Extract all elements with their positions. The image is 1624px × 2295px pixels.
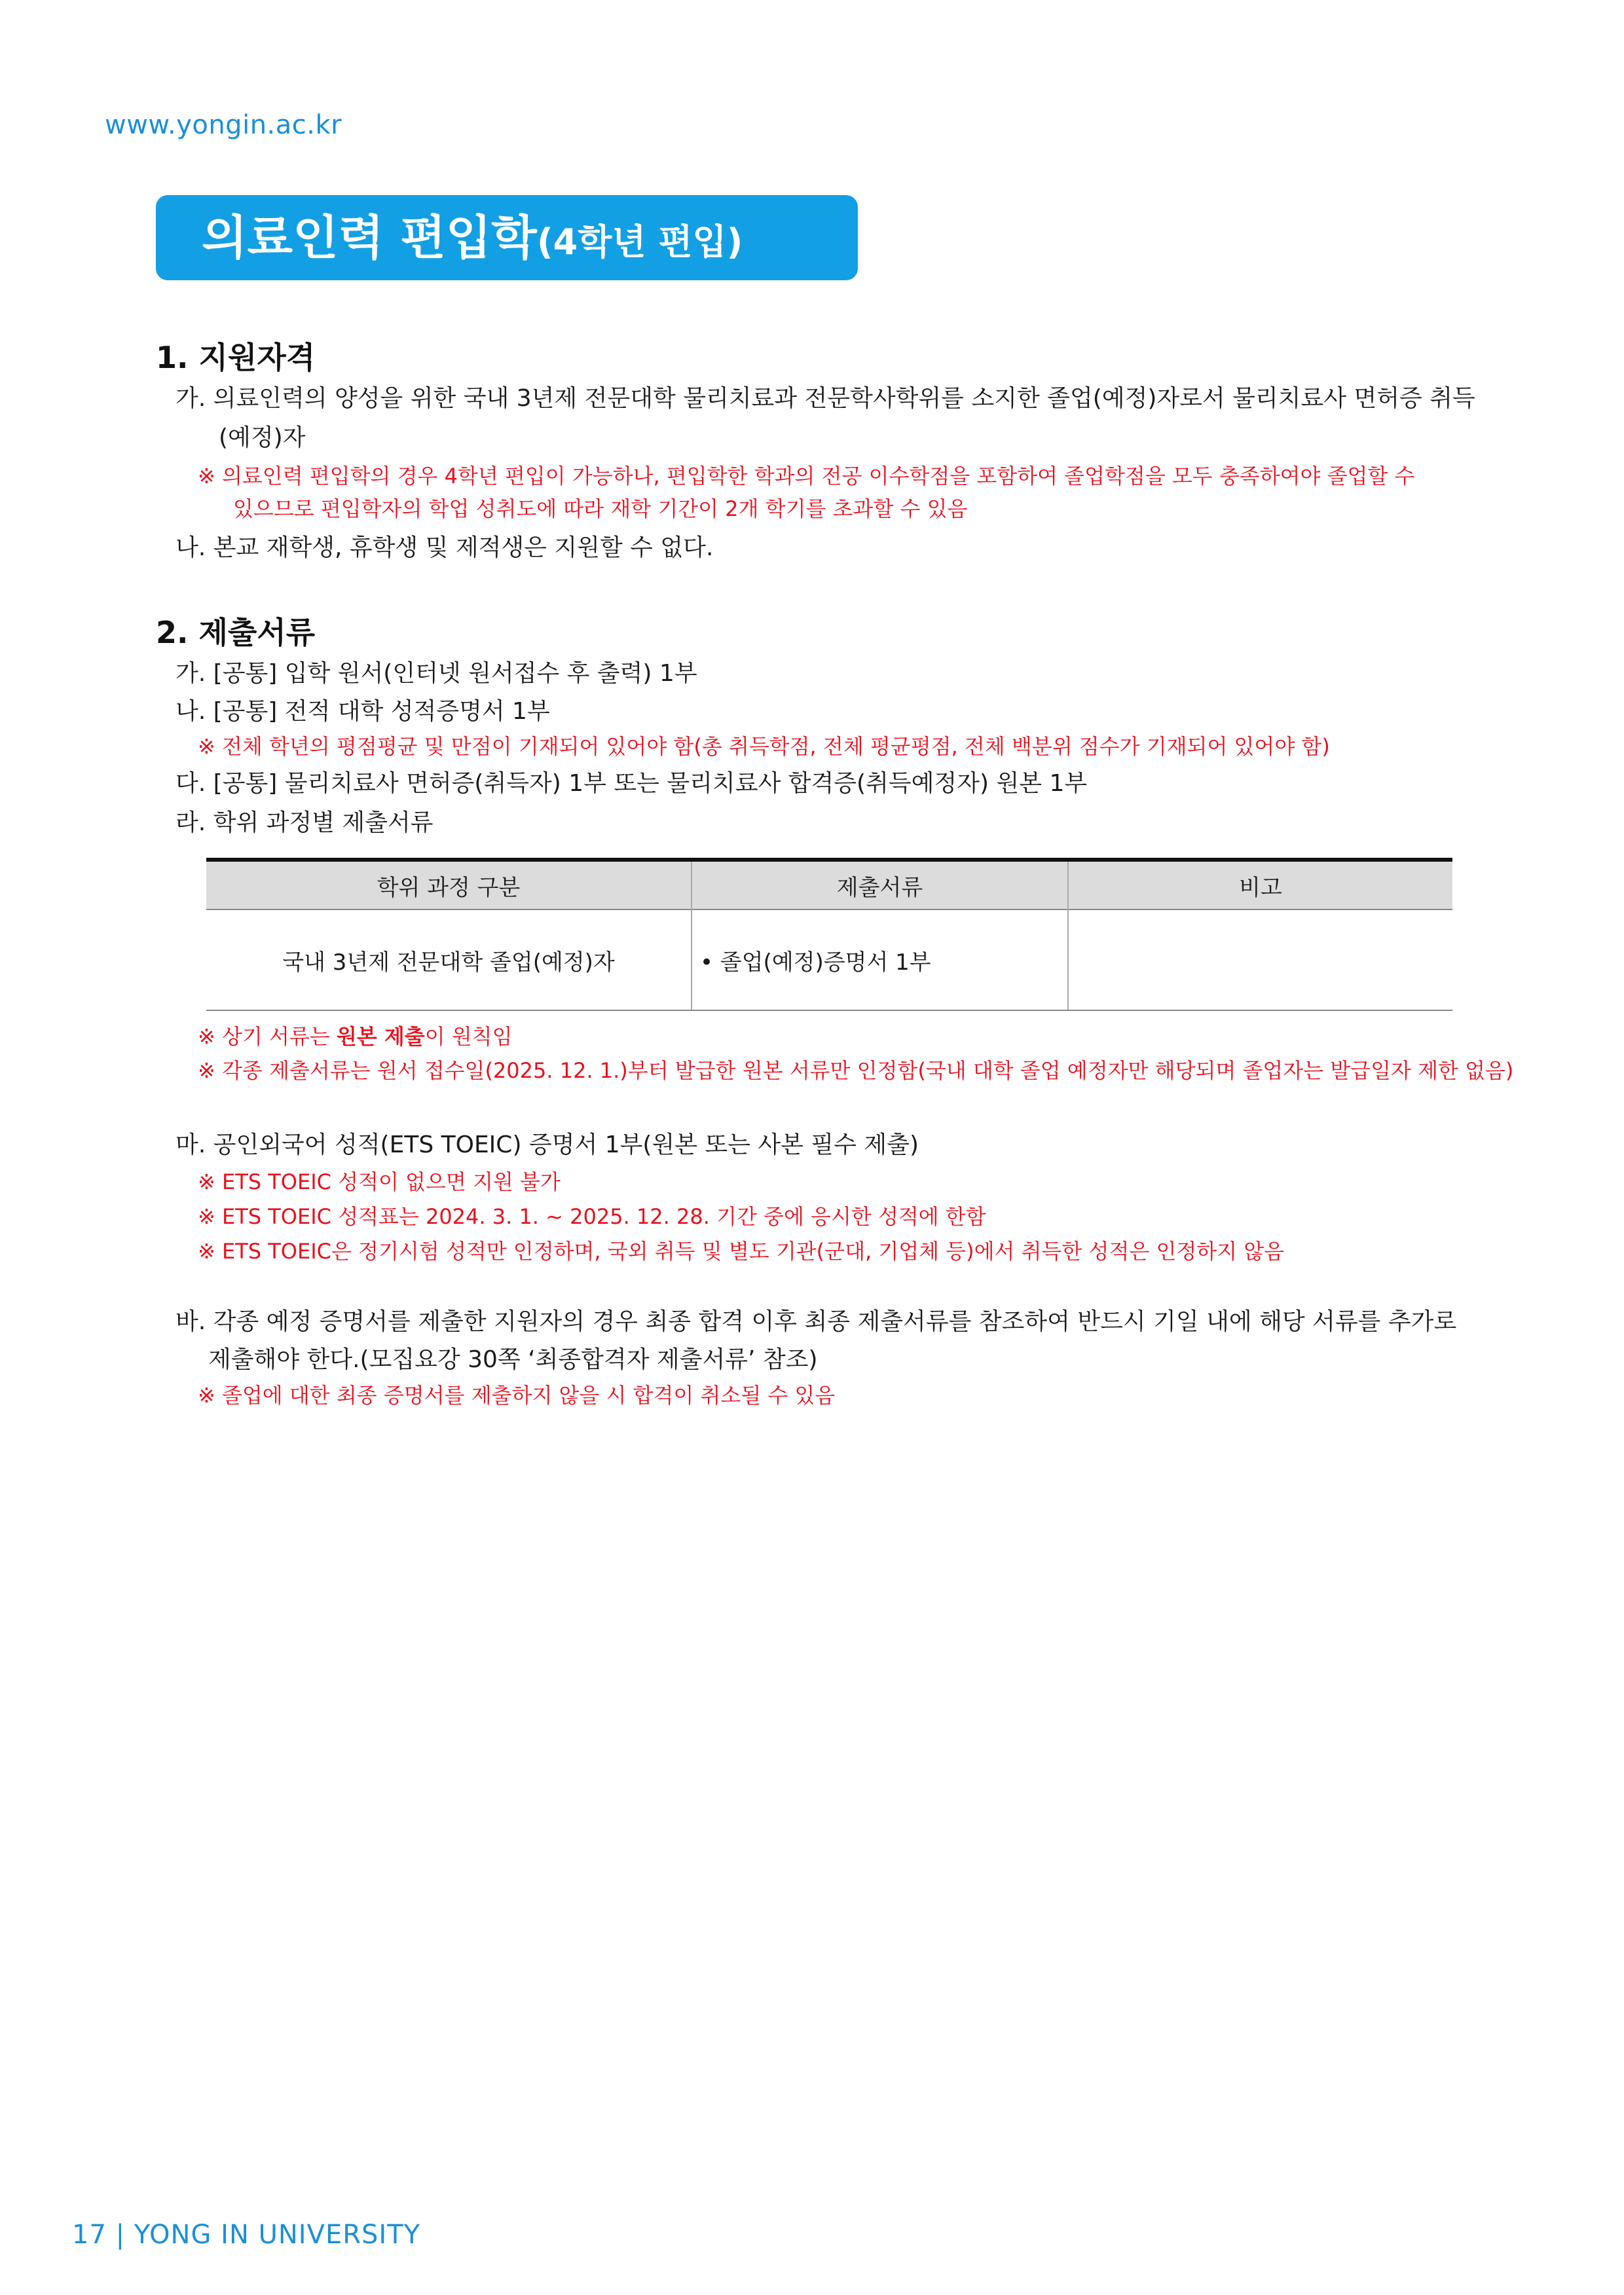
toeic-note-2: ※ ETS TOEIC 성적표는 2024. 3. 1. ~ 2025. 12. 28. 기간 중에 응시한 성적에 한함	[198, 1204, 986, 1229]
documents-item-da: 다. [공통] 물리치료사 면허증(취득자) 1부 또는 물리치료사 합격증(취득예정자) 원본 1부	[175, 770, 1088, 797]
documents-item-ra: 라. 학위 과정별 제출서류	[175, 809, 434, 836]
section-heading-documents: 2. 제출서류	[156, 615, 316, 650]
eligibility-item-na: 나. 본교 재학생, 휴학생 및 제적생은 지원할 수 없다.	[175, 534, 714, 561]
eligibility-item-ga: 가. 의료인력의 양성을 위한 국내 3년제 전문대학 물리치료과 전문학사학위를 소지한 졸업(예정)자로서 물리치료사 면허증 취득	[175, 385, 1475, 412]
eligibility-note-1: ※ 의료인력 편입학의 경우 4학년 편입이 가능하나, 편입학한 학과의 전공 이수학점을 포함하여 졸업학점을 모두 충족하여야 졸업할 수	[198, 464, 1415, 488]
table-note-1-pre: ※ 상기 서류는	[198, 1024, 337, 1049]
eligibility-item-ga-cont: (예정)자	[219, 424, 306, 451]
site-url[interactable]: www.yongin.ac.kr	[105, 110, 342, 140]
table-header-cell: 학위 과정 구분	[206, 860, 692, 909]
documents-item-ga: 가. [공통] 입학 원서(인터넷 원서접수 후 출력) 1부	[175, 660, 697, 687]
page-title-banner	[156, 195, 858, 280]
page-title	[202, 210, 743, 270]
table-header-cell: 비고	[1068, 860, 1452, 909]
toeic-note-1: ※ ETS TOEIC 성적이 없으면 지원 불가	[198, 1169, 561, 1194]
table-cell-remarks	[1068, 909, 1452, 1010]
table-cell-documents: • 졸업(예정)증명서 1부	[692, 909, 1068, 1010]
table-header-row	[206, 860, 1452, 909]
documents-item-na: 나. [공통] 전적 대학 성적증명서 1부	[175, 698, 550, 725]
eligibility-note-1-cont: 있으므로 편입학자의 학업 성취도에 따라 재학 기간이 2개 학기를 초과할 수 있음	[233, 496, 968, 521]
table-note-1-bold: 원본 제출	[336, 1024, 425, 1049]
table-header-cell: 제출서류	[692, 860, 1068, 909]
documents-item-ba-cont: 제출해야 한다.(모집요강 30쪽 ‘최종합격자 제출서류’ 참조)	[208, 1346, 818, 1373]
table-cell-degree: 국내 3년제 전문대학 졸업(예정)자	[206, 909, 692, 1010]
page-footer: 17 | YONG IN UNIVERSITY	[72, 2220, 421, 2250]
section-heading-eligibility: 1. 지원자격	[156, 340, 316, 375]
page-title-sub: (4학년 편입)	[536, 221, 743, 263]
documents-item-ba: 바. 각종 예정 증명서를 제출한 지원자의 경우 최종 합격 이후 최종 제출서류를 참조하여 반드시 기일 내에 해당 서류를 추가로	[175, 1308, 1457, 1335]
documents-item-ma: 마. 공인외국어 성적(ETS TOEIC) 증명서 1부(원본 또는 사본 필수 제출)	[175, 1131, 919, 1158]
documents-note-ba: ※ 졸업에 대한 최종 증명서를 제출하지 않을 시 합격이 취소될 수 있음	[198, 1383, 836, 1408]
table-note-1	[198, 1020, 513, 1050]
table-note-2: ※ 각종 제출서류는 원서 접수일(2025. 12. 1.)부터 발급한 원본 서류만 인정함(국내 대학 졸업 예정자만 해당되며 졸업자는 발급일자 제한 없음)	[198, 1058, 1514, 1083]
page-title-main: 의료인력 편입학	[202, 210, 537, 265]
documents-note-na: ※ 전체 학년의 평점평균 및 만점이 기재되어 있어야 함(총 취득학점, 전체 평균평점, 전체 백분위 점수가 기재되어 있어야 함)	[198, 734, 1330, 759]
documents-table	[206, 858, 1452, 1011]
table-row	[206, 909, 1452, 1010]
table-note-1-post: 이 원칙임	[424, 1024, 513, 1049]
toeic-note-3: ※ ETS TOEIC은 정기시험 성적만 인정하며, 국외 취득 및 별도 기관(군대, 기업체 등)에서 취득한 성적은 인정하지 않음	[198, 1239, 1285, 1264]
